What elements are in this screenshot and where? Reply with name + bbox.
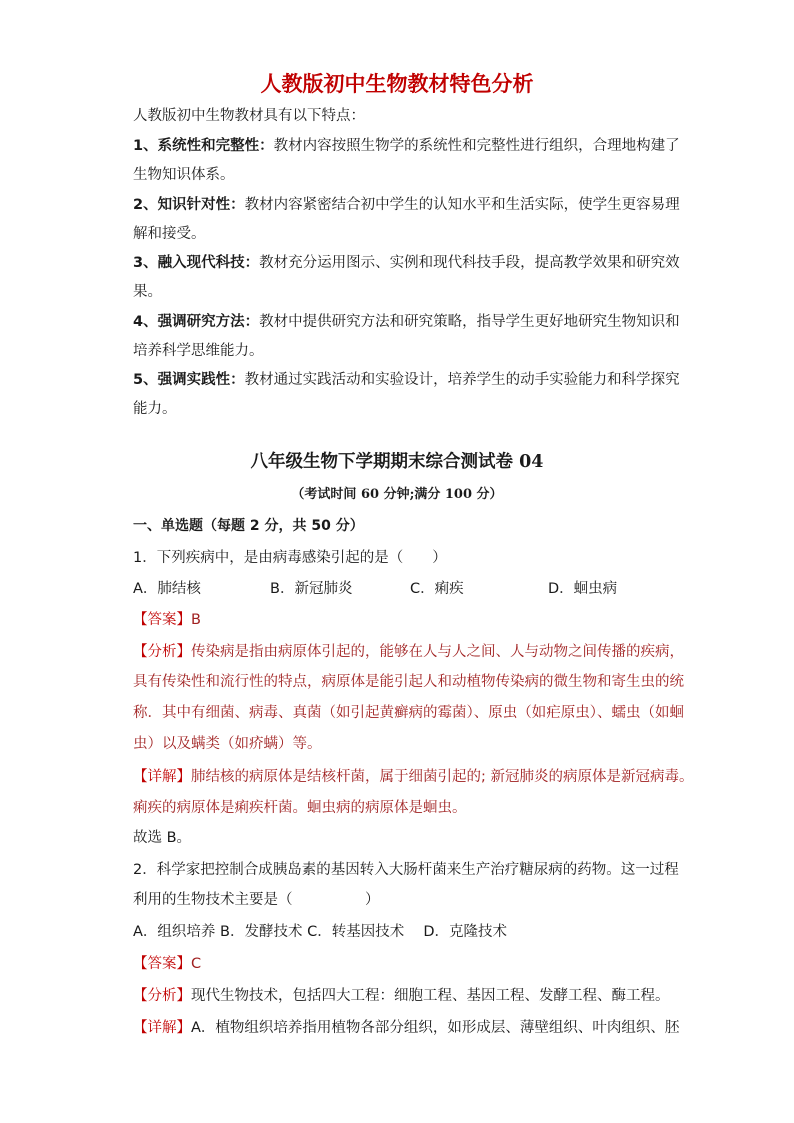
point-5-text: 教材通过实践活动和实验设计，培养学生的动手实验能力和科学探究 <box>244 372 680 388</box>
q2-options: A．组织培养 B．发酵技术 C．转基因技术 D．克隆技术 <box>133 924 507 940</box>
q1-answer-value: B <box>191 612 201 628</box>
q1-detail-1 <box>133 767 694 787</box>
point-1-label: 1、系统性和完整性： <box>133 138 274 154</box>
q2-detail <box>133 1018 679 1038</box>
point-4-label: 4、强调研究方法： <box>133 314 260 330</box>
document-title: 人教版初中生物教材特色分析 <box>260 72 534 96</box>
point-2 <box>133 195 680 215</box>
point-2-label: 2、知识针对性： <box>133 197 245 213</box>
q1-detail-text-1: 肺结核的病原体是结核杆菌，属于细菌引起的; 新冠肺炎的病原体是新冠病毒。 <box>191 769 694 785</box>
q1-analysis-2: 具有传染性和流行性的特点，病原体是能引起人和动植物传染病的微生物和寄生虫的统 <box>133 674 684 690</box>
section-heading: 一、单选题（每题 2 分，共 50 分） <box>133 518 364 534</box>
q2-detail-text: A．植物组织培养指用植物各部分组织，如形成层、薄壁组织、叶肉组织、胚 <box>191 1020 680 1036</box>
point-1-cont: 生物知识体系。 <box>133 167 235 183</box>
q1-stem: 1．下列疾病中，是由病毒感染引起的是（ ） <box>133 550 447 566</box>
point-4-text: 教材中提供研究方法和研究策略，指导学生更好地研究生物知识和 <box>259 314 680 330</box>
point-4 <box>133 312 680 332</box>
q1-analysis-tag: 【分析】 <box>133 644 191 660</box>
point-1 <box>133 136 680 156</box>
point-4-cont: 培养科学思维能力。 <box>133 343 264 359</box>
q1-conclusion: 故选 B。 <box>133 830 192 846</box>
q1-detail-tag: 【详解】 <box>133 769 191 785</box>
q1-option-c: C．痢疾 <box>410 581 464 597</box>
q2-analysis-text: 现代生物技术，包括四大工程：细胞工程、基因工程、发酵工程、酶工程。 <box>191 988 670 1004</box>
q1-option-d: D．蛔虫病 <box>548 581 618 597</box>
q1-detail-2: 痢疾的病原体是痢疾杆菌。蛔虫病的病原体是蛔虫。 <box>133 800 467 816</box>
point-3-label: 3、融入现代科技： <box>133 255 260 271</box>
q1-analysis-4: 虫）以及螨类（如疥螨）等。 <box>133 736 322 752</box>
point-5 <box>133 370 680 390</box>
q2-detail-tag: 【详解】 <box>133 1020 191 1036</box>
q2-answer <box>133 954 201 974</box>
point-3 <box>133 253 680 273</box>
q2-analysis-tag: 【分析】 <box>133 988 191 1004</box>
q1-option-b: B．新冠肺炎 <box>270 581 353 597</box>
q1-analysis-1 <box>133 642 684 662</box>
q1-analysis-text-1: 传染病是指由病原体引起的，能够在人与人之间、人与动物之间传播的疾病， <box>191 644 684 660</box>
point-5-cont: 能力。 <box>133 401 177 417</box>
point-2-text: 教材内容紧密结合初中学生的认知水平和生活实际，使学生更容易理 <box>244 197 680 213</box>
q2-stem-2: 利用的生物技术主要是（ ） <box>133 892 380 908</box>
point-1-text: 教材内容按照生物学的系统性和完整性进行组织，合理地构建了 <box>273 138 680 154</box>
point-3-text: 教材充分运用图示、实例和现代科技手段，提高教学效果和研究效 <box>259 255 680 271</box>
exam-subtitle: （考试时间 60 分钟;满分 100 分） <box>291 487 503 502</box>
point-2-cont: 解和接受。 <box>133 226 206 242</box>
q1-analysis-3: 称．其中有细菌、病毒、真菌（如引起黄癣病的霉菌）、原虫（如疟原虫）、蠕虫（如蛔 <box>133 705 684 721</box>
point-3-cont: 果。 <box>133 284 162 300</box>
intro-lead: 人教版初中生物教材具有以下特点： <box>133 108 365 124</box>
q1-answer-tag: 【答案】 <box>133 612 191 628</box>
point-5-label: 5、强调实践性： <box>133 372 245 388</box>
exam-title: 八年级生物下学期期末综合测试卷 04 <box>250 452 544 472</box>
q1-option-a: A．肺结核 <box>133 581 201 597</box>
q2-stem-1: 2．科学家把控制合成胰岛素的基因转入大肠杆菌来生产治疗糖尿病的药物。这一过程 <box>133 862 679 878</box>
q2-answer-tag: 【答案】 <box>133 956 191 972</box>
q2-answer-value: C <box>191 956 202 972</box>
q1-answer <box>133 610 201 630</box>
q2-analysis <box>133 986 670 1006</box>
